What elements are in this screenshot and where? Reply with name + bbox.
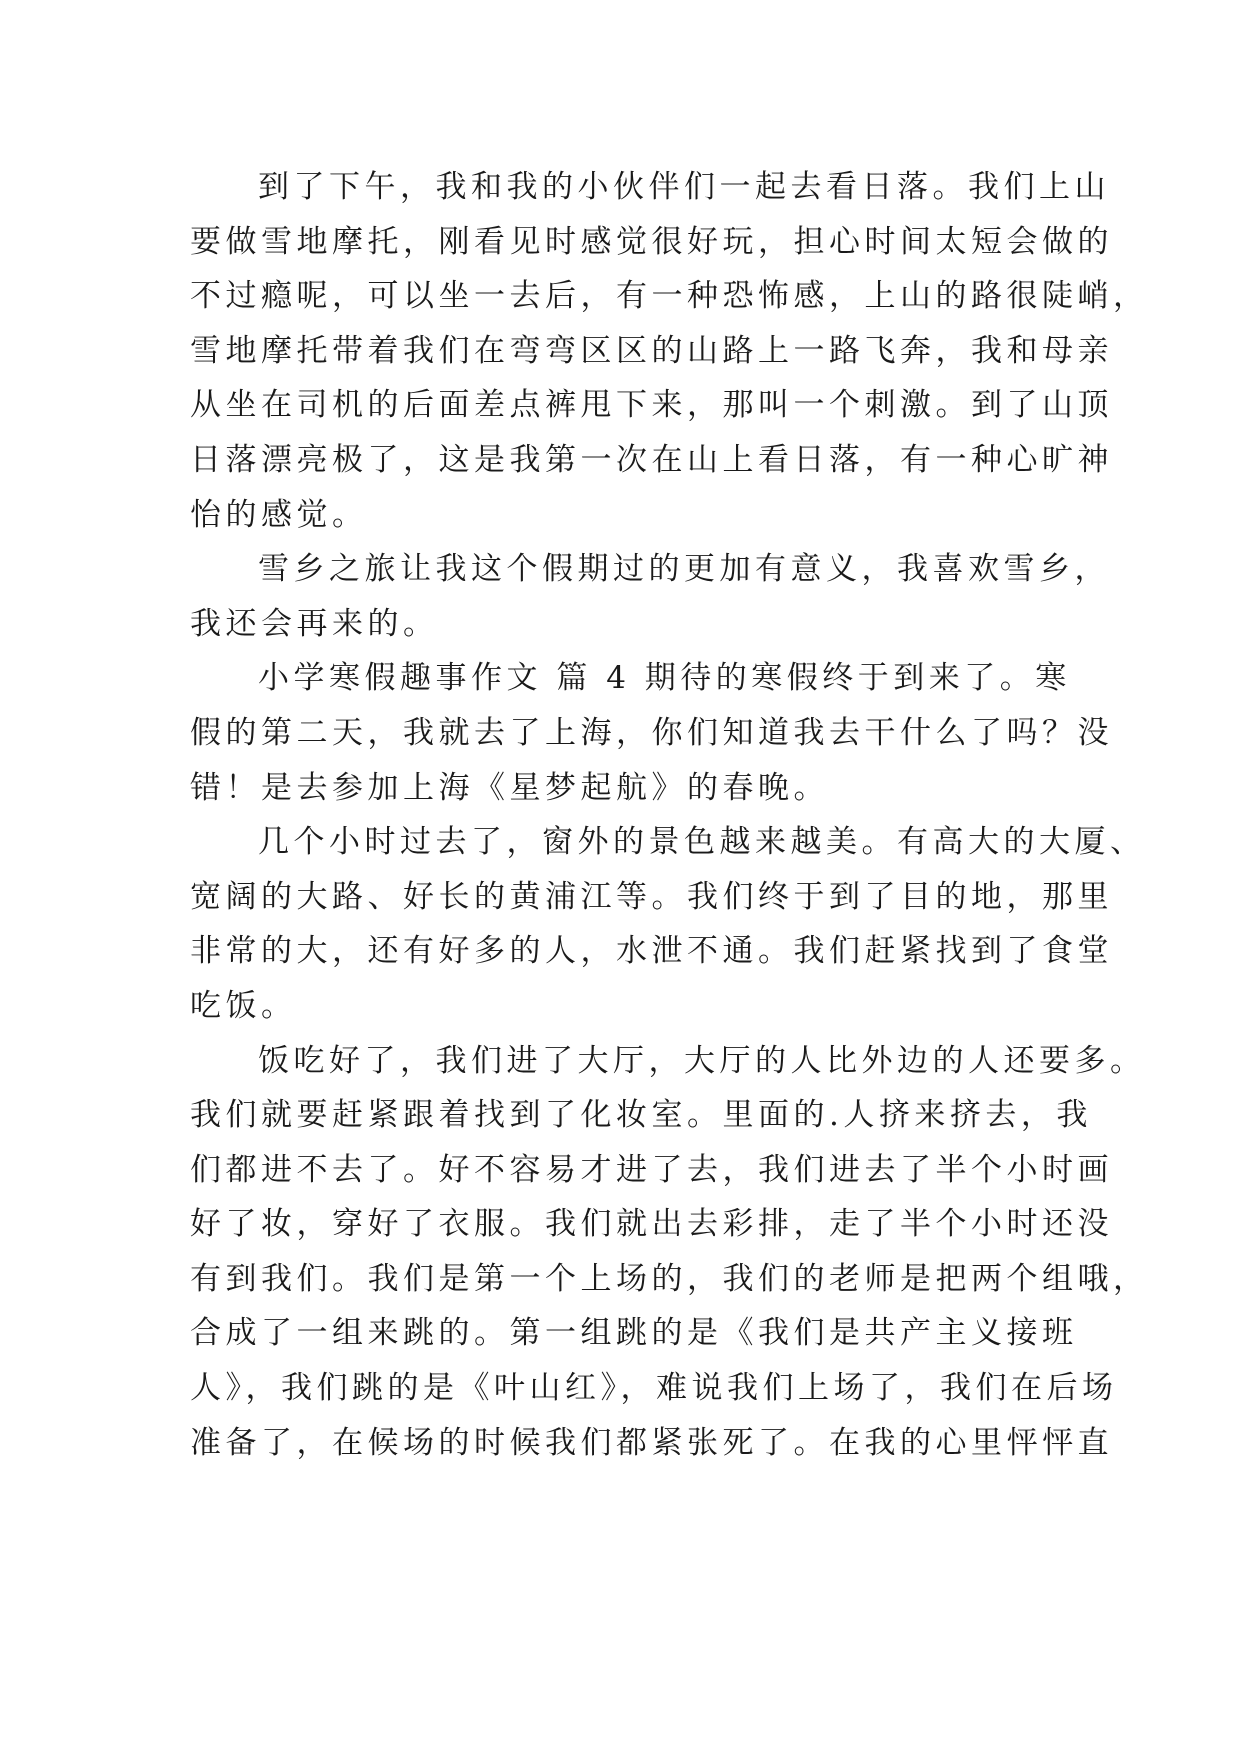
text-line: 要做雪地摩托，刚看见时感觉很好玩，担心时间太短会做的 xyxy=(190,223,1113,260)
text-line: 错！是去参加上海《星梦起航》的春晚。 xyxy=(190,769,829,806)
text-line: 不过瘾呢，可以坐一去后，有一种恐怖感，上山的路很陡峭， xyxy=(190,278,1149,315)
text-line: 我们就要赶紧跟着找到了化妆室。里面的.人挤来挤去，我 xyxy=(190,1097,1092,1134)
text-line: 雪地摩托带着我们在弯弯区区的山路上一路飞奔，我和母亲 xyxy=(190,332,1113,369)
text-line: 宽阔的大路、好长的黄浦江等。我们终于到了目的地，那里 xyxy=(190,878,1113,915)
text-line: 饭吃好了，我们进了大厅，大厅的人比外边的人还要多。 xyxy=(258,1042,1146,1079)
text-line: 们都进不去了。好不容易才进了去，我们进去了半个小时画 xyxy=(190,1151,1113,1188)
text-line: 到了下午，我和我的小伙伴们一起去看日落。我们上山 xyxy=(258,169,1110,205)
text-line: 雪乡之旅让我这个假期过的更加有意义，我喜欢雪乡， xyxy=(258,551,1110,588)
text-line: 好了妆，穿好了衣服。我们就出去彩排，走了半个小时还没 xyxy=(190,1206,1113,1243)
text-line: 有到我们。我们是第一个上场的，我们的老师是把两个组哦， xyxy=(190,1260,1149,1297)
text-line: 日落漂亮极了，这是我第一次在山上看日落，有一种心旷神 xyxy=(190,441,1113,478)
text-line: 几个小时过去了，窗外的景色越来越美。有高大的大厦、 xyxy=(258,824,1146,861)
text-line: 非常的大，还有好多的人，水泄不通。我们赶紧找到了食堂 xyxy=(190,933,1113,970)
document-body xyxy=(190,160,1149,1470)
text-line: 怡的感觉。 xyxy=(190,496,368,533)
text-line: 从坐在司机的后面差点裤甩下来，那叫一个刺激。到了山顶 xyxy=(190,387,1113,424)
text-line: 小学寒假趣事作文 篇 4 期待的寒假终于到来了。寒 xyxy=(258,660,1071,697)
text-line: 合成了一组来跳的。第一组跳的是《我们是共产主义接班 xyxy=(190,1315,1078,1352)
text-line: 我还会再来的。 xyxy=(190,605,439,642)
text-line: 人》，我们跳的是《叶山红》，难说我们上场了，我们在后场 xyxy=(190,1370,1118,1407)
text-line: 吃饭。 xyxy=(190,987,297,1024)
text-line: 准备了，在候场的时候我们都紧张死了。在我的心里怦怦直 xyxy=(190,1424,1113,1461)
text-line: 假的第二天，我就去了上海，你们知道我去干什么了吗？没 xyxy=(190,714,1113,751)
